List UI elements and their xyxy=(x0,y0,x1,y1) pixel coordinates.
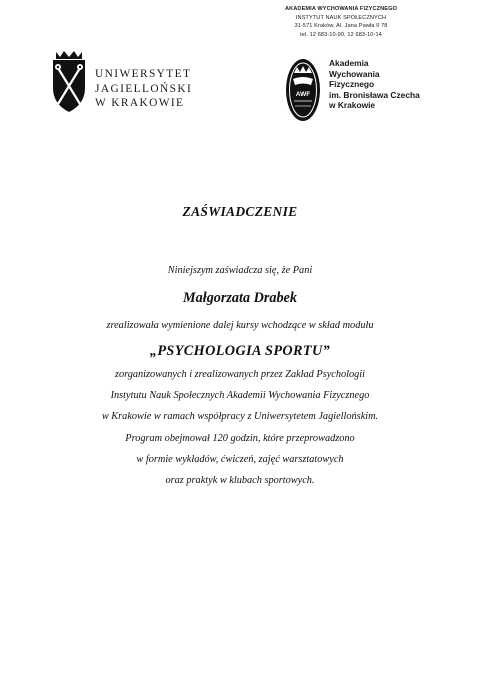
awf-badge-text: AWF xyxy=(295,91,311,98)
awf-logo-text xyxy=(329,58,420,111)
module-name: „PSYCHOLOGIA SPORTU” xyxy=(149,343,331,359)
institution-stamp xyxy=(276,5,406,39)
stamp-line: 31-571 Kraków, Al. Jana Pawła II 78 xyxy=(294,23,388,30)
certificate-title: ZAŚWIADCZENIE xyxy=(182,204,298,219)
awf-logo-line: Wychowania xyxy=(329,68,380,79)
uj-logo-line: UNIWERSYTET xyxy=(95,68,192,80)
uj-logo-line: JAGIELLOŃSKI xyxy=(95,82,193,95)
awf-logo-line: Fizycznego xyxy=(329,79,375,90)
stamp-line: INSTYTUT NAUK SPOŁECZNYCH xyxy=(295,14,387,21)
body-line: w Krakowie w ramach współpracy z Uniwersytetem Jagiellońskim. xyxy=(101,411,379,422)
body-line: zorganizowanych i zrealizowanych przez Zakład Psychologii xyxy=(114,369,366,380)
awf-eagle-emblem-icon xyxy=(284,57,322,123)
uj-logo-line: W KRAKOWIE xyxy=(95,97,185,109)
body-line: oraz praktyk w klubach sportowych. xyxy=(165,475,315,486)
certificate-intro: Niniejszym zaświadcza się, że Pani xyxy=(167,265,313,276)
awf-logo-line: im. Bronisława Czecha xyxy=(329,89,420,100)
body-line: Instytutu Nauk Społecznych Akademii Wychowania Fizycznego xyxy=(110,390,370,401)
stamp-line: AKADEMIA WYCHOWANIA FIZYCZNEGO xyxy=(285,6,397,12)
certificate-statement: zrealizowała wymienione dalej kursy wchodzące w skład modułu xyxy=(106,320,374,331)
awf-logo-line: w Krakowie xyxy=(329,100,376,111)
awf-logo-line: Akademia xyxy=(329,58,369,68)
crossed-sceptres-emblem-icon xyxy=(50,48,88,118)
stamp-line: tel. 12 683-10-90, 12 683-10-14 xyxy=(300,31,382,38)
uj-logo-text xyxy=(95,67,192,111)
recipient-name: Małgorzata Drabek xyxy=(183,290,297,306)
body-line: w formie wykładów, ćwiczeń, zajęć warsztatowych xyxy=(136,454,344,465)
body-line: Program obejmował 120 godzin, które przeprowadzono xyxy=(125,433,355,444)
